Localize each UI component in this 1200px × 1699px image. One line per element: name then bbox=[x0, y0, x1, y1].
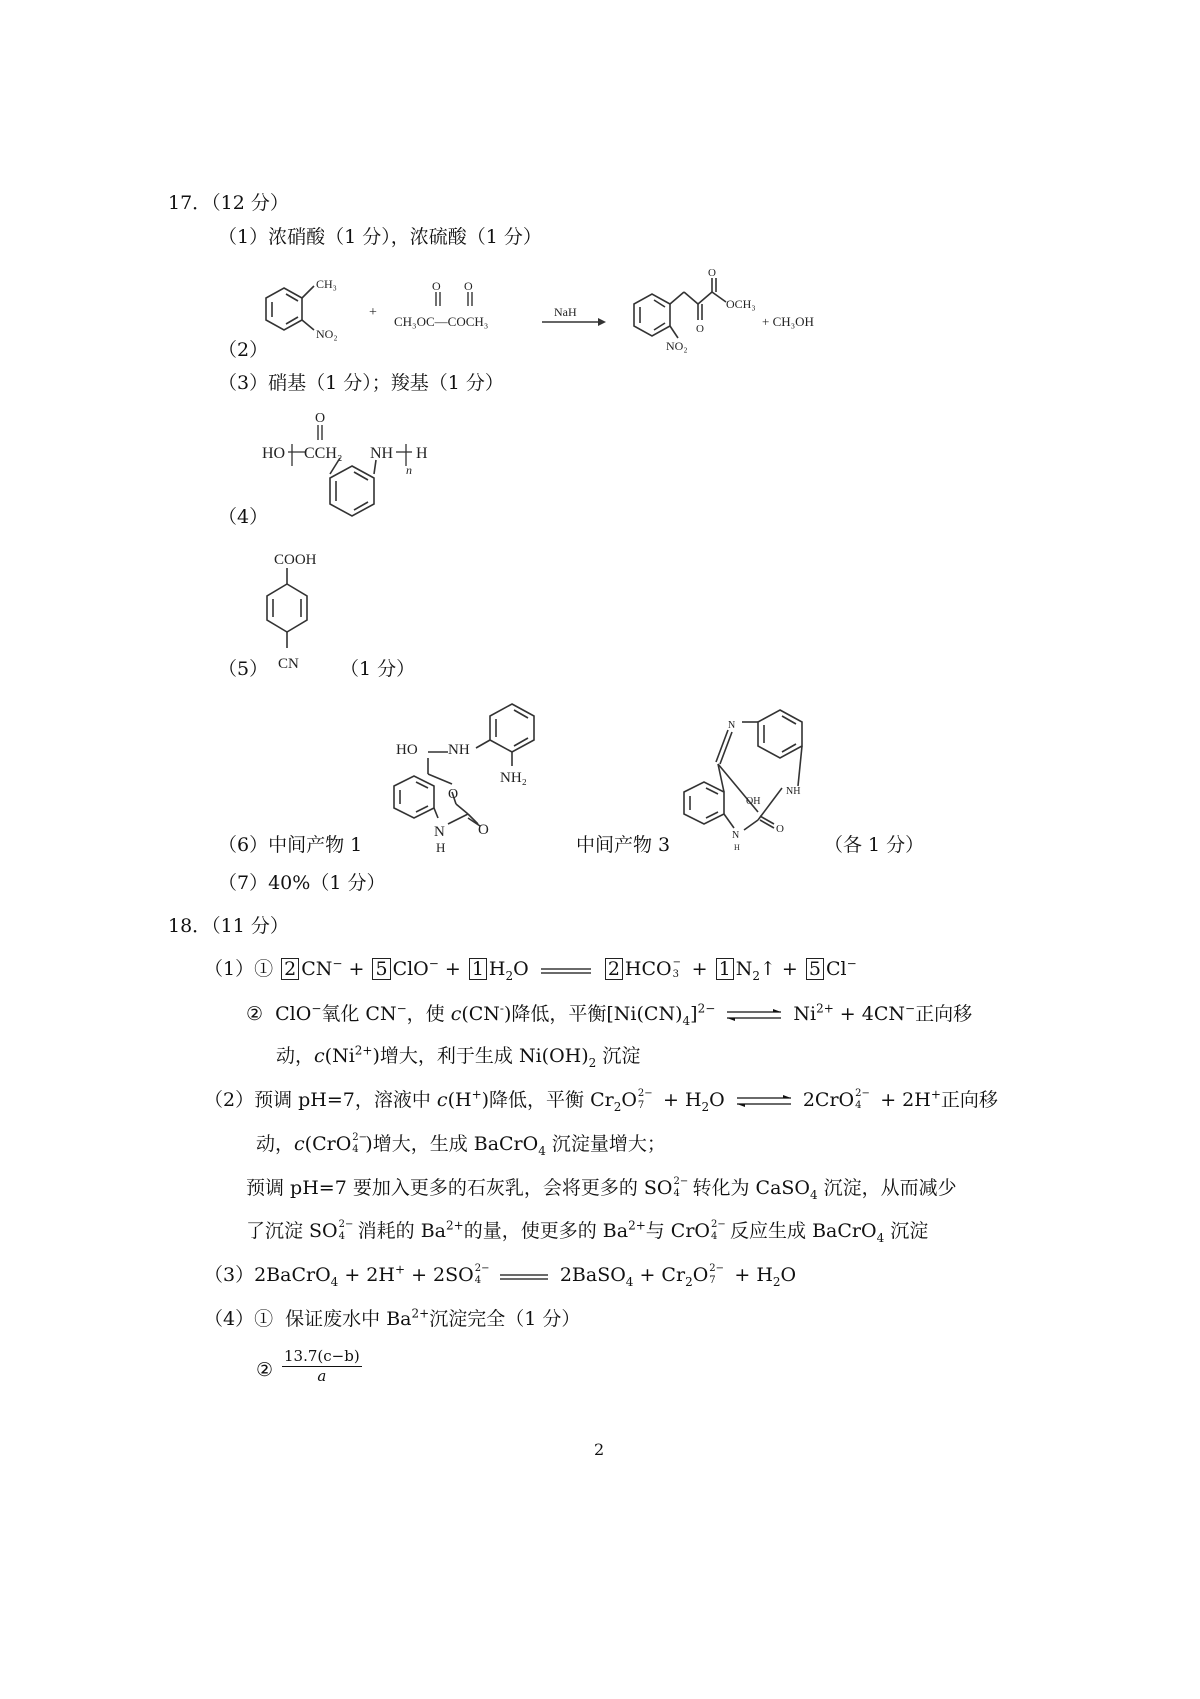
q18-part2-c: 预调 pH=7 要加入更多的石灰乳，会将更多的 SO 2− 4 转化为 CaSO$_4$ 沉淀，从而减少 bbox=[246, 1176, 957, 1202]
q17-header: 17．（12 分） bbox=[168, 192, 289, 214]
int3-n: N bbox=[728, 720, 736, 731]
int3-nh: NH bbox=[786, 786, 801, 797]
p-no2: NO₂ bbox=[666, 339, 688, 353]
poly-h: H bbox=[416, 445, 428, 462]
int1-odbl: O bbox=[478, 822, 489, 838]
p5-cn: CN bbox=[278, 656, 299, 672]
coef-6: 5 bbox=[806, 958, 824, 980]
cond-nah: NaH bbox=[554, 305, 577, 319]
q17-part2-label: （2） bbox=[218, 339, 269, 361]
q17-part4-polymer bbox=[258, 408, 458, 528]
q17-part7: （7）40%（1 分） bbox=[218, 872, 386, 894]
coef-3: 1 bbox=[469, 958, 487, 980]
int3-o: O bbox=[776, 823, 784, 835]
q18-part1-2b: 动，$c(Ni^{2+})$增大，利于生成 $Ni(OH)_2$ 沉淀 bbox=[276, 1043, 641, 1070]
q17-part1: （1）浓硝酸（1 分），浓硫酸（1 分） bbox=[218, 226, 542, 248]
q18-part2-a: （2）预调 pH=7，溶液中 c(H+)降低，平衡 $Cr_2O$ 2− 7 + $H_2O$ 2CrO 2− 4 + 2H+正向移 bbox=[204, 1087, 998, 1114]
q17-part3: （3）硝基（1 分）；羧基（1 分） bbox=[218, 372, 504, 394]
q18-part4-1: （4）① 保证废水中 $Ba^{2+}$沉淀完全（1 分） bbox=[204, 1306, 581, 1330]
int1-o: O bbox=[448, 787, 459, 802]
p5-cooh: COOH bbox=[274, 552, 317, 568]
q18-part4-2-lead: ② bbox=[256, 1359, 274, 1381]
q17-part6-score: （各 1 分） bbox=[824, 834, 925, 856]
poly-cch2: CCH₂ bbox=[304, 445, 343, 462]
q17-part2-reaction bbox=[252, 262, 852, 362]
int1-nh: NH bbox=[448, 742, 470, 758]
q17-part5-label: （5） bbox=[218, 658, 269, 680]
p-och3: OCH₃ bbox=[726, 297, 756, 311]
r1-no2: NO₂ bbox=[316, 327, 338, 341]
q18-part2-d: 了沉淀 SO 2− 4 消耗的 $Ba^{2+}$的量，使更多的 $Ba^{2+}$与 CrO 2− 4 反应生成 BaCrO$_4$ 沉淀 bbox=[246, 1218, 929, 1245]
coef-4: 2 bbox=[605, 958, 623, 980]
svg-text:O: O bbox=[315, 411, 326, 426]
svg-text:O: O bbox=[708, 267, 716, 279]
r1-ch3: CH₃ bbox=[316, 277, 337, 291]
poly-ho: HO bbox=[262, 445, 286, 462]
q18-part2-b: 动，c(CrO 2− 4 )增大，生成 BaCrO$_4$ 沉淀量增大； bbox=[256, 1132, 666, 1158]
q18-header: 18．（11 分） bbox=[168, 915, 289, 937]
fraction-denominator: a bbox=[317, 1367, 327, 1385]
poly-nh: NH bbox=[370, 445, 394, 462]
svg-text:O: O bbox=[432, 279, 441, 293]
q17-part6-label: （6）中间产物 1 bbox=[218, 834, 363, 856]
int3-nr: N bbox=[732, 830, 740, 841]
plus-sign: + bbox=[369, 305, 377, 320]
q18-part4-2-fraction bbox=[282, 1347, 362, 1385]
q17-part5-struct bbox=[254, 544, 344, 680]
int1-h: H bbox=[436, 840, 446, 855]
q18-part1-2a: ② ClO−氧化 CN−，使 c(CN-)降低，平衡$[Ni(CN)_4]^{2-}$ $Ni^{2+} + 4CN^-$正向移 bbox=[246, 1001, 973, 1028]
q18-part3: （3）2BaCrO$_4$ + 2H+ + 2SO 2− 4 2BaSO$_4$ + $Cr_2O$ 2− 7 + $H_2O$ bbox=[204, 1262, 797, 1289]
coef-5: 1 bbox=[716, 958, 734, 980]
q18-part1-eq: （1）① 2 CN− + 5 ClO− + 1 $H_2O$ 2 HCO − 3 + 1 $N_2↑ + 5$ Cl− bbox=[204, 956, 857, 983]
int1-ho: HO bbox=[396, 742, 418, 758]
int1-nh2: NH₂ bbox=[500, 770, 527, 786]
int3-oh: OH bbox=[746, 796, 761, 807]
q17-part6-mid3: 中间产物 3 bbox=[576, 834, 671, 856]
page-number: 2 bbox=[594, 1440, 605, 1459]
q17-part6-intermediate1 bbox=[372, 696, 572, 856]
int1-n: N bbox=[434, 824, 445, 840]
int3-h: H bbox=[734, 843, 740, 852]
coef-1: 2 bbox=[281, 958, 299, 980]
coef-2: 5 bbox=[372, 958, 390, 980]
p2-text: + CH₃OH bbox=[762, 314, 814, 329]
q17-part4-label: （4） bbox=[218, 506, 269, 528]
svg-text:O: O bbox=[696, 323, 704, 335]
fraction-numerator: 13.7(c−b) bbox=[284, 1347, 360, 1365]
poly-n: n bbox=[406, 463, 412, 477]
svg-text:O: O bbox=[464, 279, 473, 293]
q17-part5-score: （1 分） bbox=[340, 658, 416, 680]
q17-part6-intermediate3 bbox=[662, 702, 832, 862]
r2-text: CH₃OC—COCH₃ bbox=[394, 314, 489, 329]
